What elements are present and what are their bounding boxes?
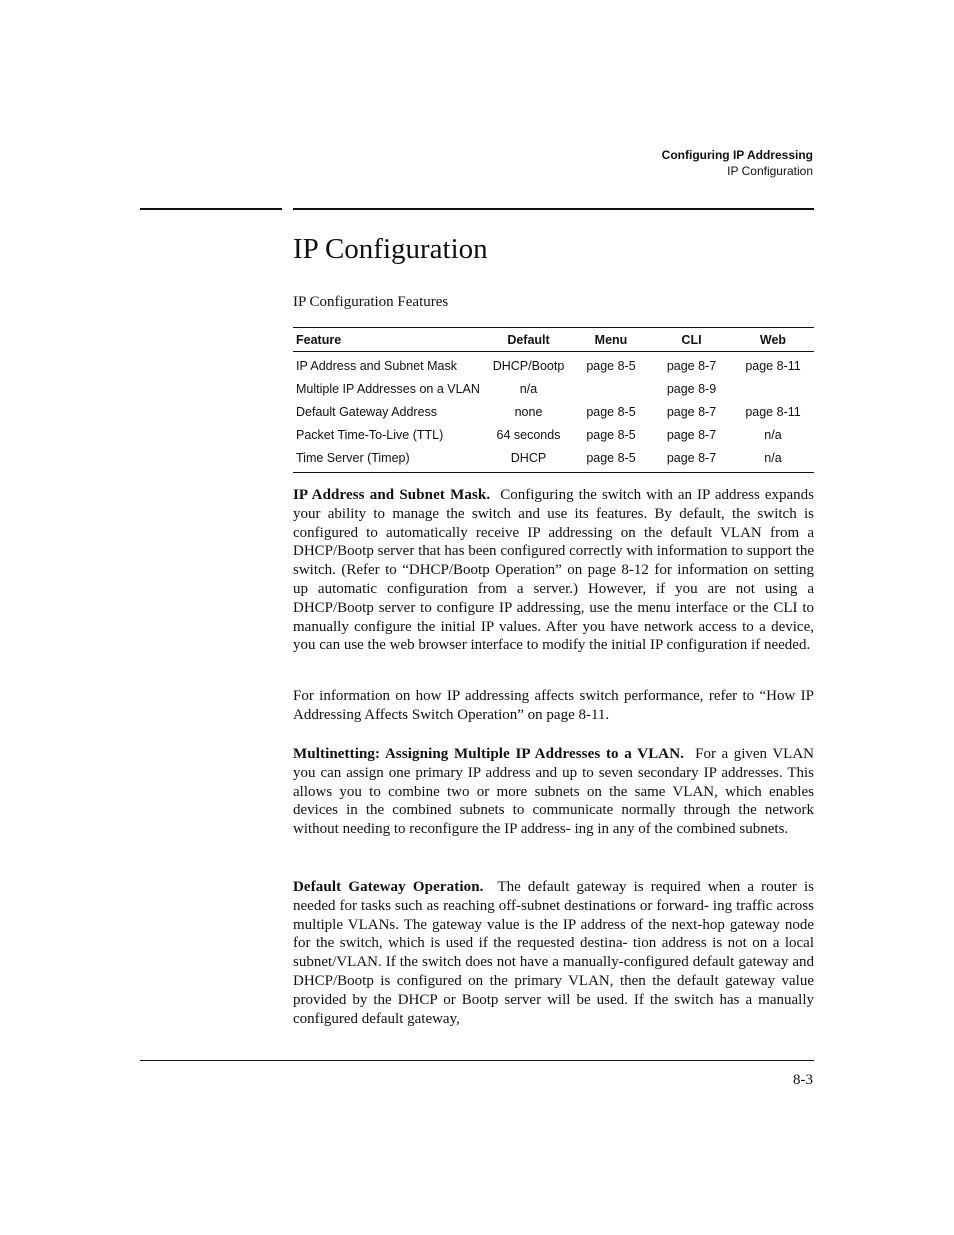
table-caption: IP Configuration Features bbox=[293, 294, 449, 310]
paragraph-text: For information on how IP addressing affects switch performance, refer to “How IP Addressing Affects Switch Operation” on page 8-11. bbox=[293, 688, 814, 723]
table-row bbox=[293, 400, 814, 423]
table-cell: 64 seconds bbox=[496, 428, 561, 443]
features-table bbox=[293, 327, 814, 473]
table-cell: page 8-5 bbox=[586, 358, 636, 373]
table-cell: page 8-5 bbox=[586, 428, 636, 443]
column-header: Feature bbox=[296, 332, 342, 347]
table-cell: DHCP bbox=[510, 451, 547, 466]
table-row bbox=[293, 352, 814, 378]
column-header: Default bbox=[507, 332, 550, 347]
table-cell: page 8-5 bbox=[586, 404, 636, 419]
header-rule-left bbox=[140, 208, 282, 210]
running-header-chapter: Configuring IP Addressing bbox=[661, 148, 813, 162]
run-in-heading: Multinetting: Assigning Multiple IP Addresses to a VLAN. bbox=[293, 746, 685, 762]
table-cell: page 8-11 bbox=[745, 404, 801, 419]
table-cell: DHCP/Bootp bbox=[492, 358, 565, 373]
table-row bbox=[293, 447, 814, 473]
footer-rule bbox=[140, 1060, 814, 1061]
table-cell bbox=[732, 377, 814, 400]
running-header-section: IP Configuration bbox=[727, 164, 813, 178]
table-cell: page 8-7 bbox=[666, 358, 717, 373]
table-cell: Packet Time-To-Live (TTL) bbox=[296, 428, 444, 443]
table-cell: page 8-5 bbox=[586, 451, 636, 466]
page-number: 8-3 bbox=[793, 1072, 813, 1088]
paragraph-text: Configuring the switch with an IP address expands your ability to manage the switch and use its features. By default, the switch is configured to automatically receive IP addressing on the default VLAN from a DHCP/Bootp server that has been configured correctly with information to support the switch. (Refer to “DHCP/Bootp Operation” on page 8-12 for information on setting up automatic configuration from a server.) However, if you are not using a DHCP/Bootp server to configure IP addressing, use the menu interface or the CLI to manually configure the initial IP values. After you have network access to a device, you can use the web browser interface to modify the initial IP configuration if needed. bbox=[293, 487, 815, 654]
table-cell: Multiple IP Addresses on a VLAN bbox=[296, 381, 480, 396]
column-header: CLI bbox=[681, 332, 702, 347]
table-cell: n/a bbox=[519, 381, 538, 396]
table-row bbox=[293, 424, 814, 447]
table-cell: n/a bbox=[764, 428, 782, 443]
table-cell: n/a bbox=[764, 451, 782, 466]
paragraph-text: For a given VLAN you can assign one primary IP address and up to seven secondary IP addresses. This allows you to combine two or more subnets on the same VLAN, which enables devices in the combined subnets to communicate normally through the network without needing to reconfigure the IP address- ing in any of the combined subnets. bbox=[293, 746, 814, 838]
table-cell: IP Address and Subnet Mask bbox=[296, 358, 457, 373]
run-in-heading: IP Address and Subnet Mask. bbox=[293, 487, 491, 503]
table-cell bbox=[571, 377, 651, 400]
table-cell: none bbox=[514, 404, 543, 419]
paragraph-ip-performance-reference bbox=[293, 687, 814, 725]
paragraph-multinetting bbox=[293, 745, 814, 839]
table-cell: Default Gateway Address bbox=[296, 404, 438, 419]
header-rule-right bbox=[293, 208, 814, 210]
running-header bbox=[662, 147, 813, 179]
table-row bbox=[293, 377, 814, 400]
paragraph-ip-address-subnet-mask bbox=[293, 486, 814, 655]
table-header-row bbox=[293, 328, 814, 352]
paragraph-text: The default gateway is required when a router is needed for tasks such as reaching off-subnet destinations or forward- ing traffic across multiple VLANs. The gateway value is the IP address of the next-hop gateway node for the switch, which is used if the requested destina- tion address is not on a local subnet/VLAN. If the switch does not have a manually-configured default gateway and DHCP/Bootp is configured on the primary VLAN, then the default gateway value provided by the DHCP or Bootp server will be used. If the switch has a manually configured default gateway, bbox=[293, 879, 814, 1027]
run-in-heading: Default Gateway Operation. bbox=[293, 879, 484, 895]
table-cell: page 8-11 bbox=[745, 358, 801, 373]
page-title: IP Configuration bbox=[293, 233, 488, 265]
table-cell: page 8-9 bbox=[666, 381, 717, 396]
table-cell: page 8-7 bbox=[666, 404, 717, 419]
table-cell: page 8-7 bbox=[666, 428, 717, 443]
column-header: Menu bbox=[594, 332, 628, 347]
table-cell: page 8-7 bbox=[666, 451, 717, 466]
column-header: Web bbox=[759, 332, 787, 347]
paragraph-default-gateway bbox=[293, 878, 814, 1028]
table-cell: Time Server (Timep) bbox=[296, 451, 410, 466]
